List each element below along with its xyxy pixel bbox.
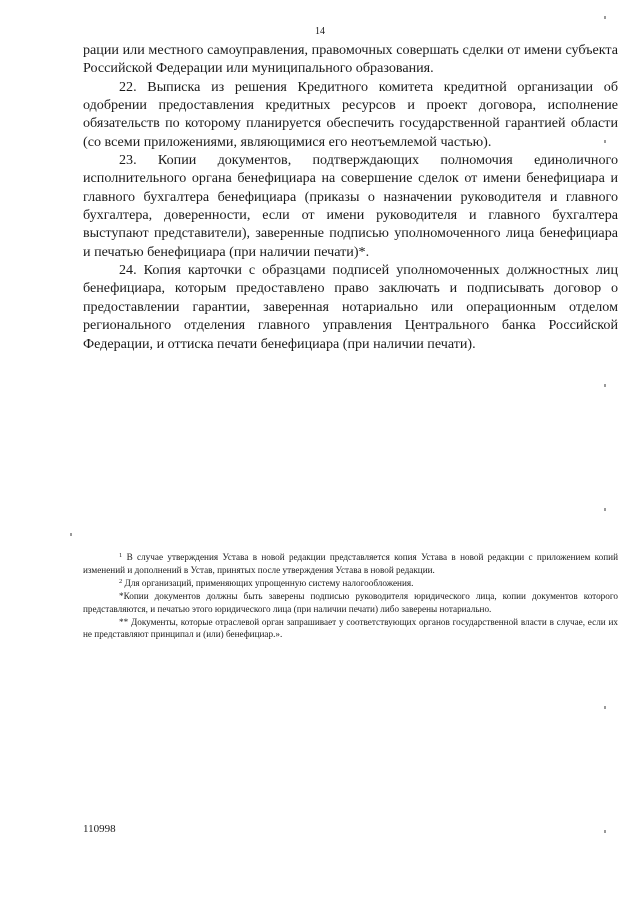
- scan-speck: [604, 706, 606, 709]
- scan-speck: [70, 533, 72, 536]
- footnote-2-marker: 2: [119, 577, 123, 585]
- list-item-22: 22. Выписка из решения Кредитного комитета кредитной организации об одобрении предоставления кредитных ресурсов и проект договора, исполнение обязательств по которому планируется обеспечить государственной гарантией области (со всеми приложениями, являющимися его неотъемлемой частью).: [83, 78, 618, 150]
- footnotes: [83, 551, 618, 641]
- scan-speck: [604, 140, 606, 143]
- scan-speck: [604, 830, 606, 833]
- scan-speck: [604, 16, 606, 19]
- footnote-1: [83, 551, 618, 577]
- footnote-star: *Копии документов должны быть заверены подписью руководителя юридического лица, копии документов которого представляются, и печатью этого юридического лица (при наличии печати) либо заверены нотариально.: [83, 590, 618, 614]
- footnote-2: [83, 577, 618, 590]
- document-code: 110998: [83, 823, 116, 835]
- footnote-1-text: В случае утверждения Устава в новой редакции представляется копия Устава в новой редакции с приложением копий изменений и дополнений в Устав, принятых после утверждения Устава в новой редакции.: [83, 552, 618, 575]
- paragraph-continuation: рации или местного самоуправления, правомочных совершать сделки от имени субъекта Российской Федерации или муниципального образования.: [83, 42, 618, 77]
- scan-speck: [604, 384, 606, 387]
- main-text: [83, 41, 618, 353]
- scan-speck: [604, 508, 606, 511]
- footnote-double-star: ** Документы, которые отраслевой орган запрашивает у соответствующих органов государственной власти в случае, если их не представляют принципал и (или) бенефициар.».: [83, 616, 618, 640]
- footnote-2-text: Для организаций, применяющих упрощенную систему налогообложения.: [122, 577, 414, 588]
- list-item-23: 23. Копии документов, подтверждающих полномочия единоличного исполнительного органа бенефициара на совершение сделок от имени бенефициара и главного бухгалтера бенефициара (приказы о назначении руководителя и главного бухгалтера, доверенности, если от имени руководителя и главного бухгалтера выступают представители), заверенные подписью уполномоченного лица бенефициара и печатью бенефициара (при наличии печати)*.: [83, 152, 618, 260]
- page-number: 14: [315, 26, 325, 37]
- list-item-24: 24. Копия карточки с образцами подписей уполномоченных должностных лиц бенефициара, которым предоставлено право заключать и подписывать договор о предоставлении гарантии, заверенная нотариально или операционным отделом регионального отделения главного управления Центрального банка Российской Федерации, и оттиска печати бенефициара (при наличии печати).: [83, 262, 618, 352]
- footnote-1-marker: 1: [119, 552, 123, 559]
